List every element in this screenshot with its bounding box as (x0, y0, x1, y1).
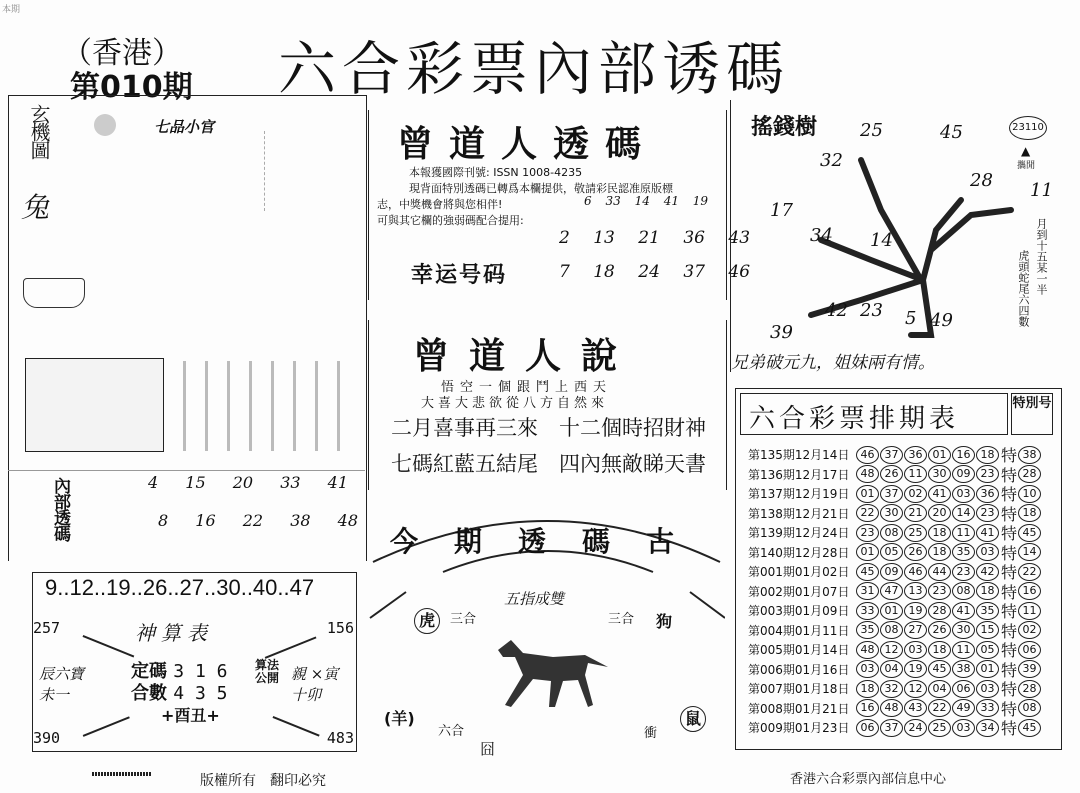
copyright: 版權所有 翻印必究 (200, 773, 326, 789)
number-ball: 30 (928, 465, 951, 483)
number-ball: 12 (880, 641, 903, 659)
number-ball: 04 (928, 680, 951, 698)
tree-number: 49 (930, 310, 953, 331)
number: 22 (242, 511, 264, 530)
special-ball: 39 (1018, 660, 1041, 678)
special-mark: 特 (1001, 524, 1018, 543)
number-ball: 28 (928, 602, 951, 620)
table-row (748, 699, 1042, 718)
special-ball: 02 (1018, 621, 1041, 639)
he-value: 4 3 5 (173, 683, 228, 704)
number: 41 (663, 194, 679, 208)
number-ball: 03 (952, 485, 975, 503)
issue-number: 第010期 (70, 70, 193, 105)
table-row (748, 679, 1042, 698)
tree-number: 23 (860, 300, 883, 321)
this-issue-section (368, 500, 725, 768)
issue-stamp: 23110 (1009, 116, 1047, 140)
row-label: 第001期01月02日 (748, 565, 850, 579)
number-ball: 23 (856, 524, 879, 542)
lucky-row-2 (559, 262, 750, 282)
left-sanhe: 三合 (450, 612, 477, 627)
number-ball: 03 (904, 641, 927, 659)
neibu-label: 內部透碼 (50, 477, 70, 541)
neibu-row-1 (148, 473, 348, 492)
number: 41 (327, 473, 348, 492)
poem-1: 悟空一個跟鬥上西天 (441, 380, 613, 395)
zeng-toma-section (368, 110, 751, 300)
desc-1: 現背面特別透碼已轉爲本欄提供，敬請彩民認准原版標 (409, 182, 673, 195)
number-ball: 20 (928, 504, 951, 522)
number-ball: 23 (952, 563, 975, 581)
special-ball: 06 (1018, 641, 1041, 659)
number-ball: 04 (880, 660, 903, 678)
ding-label: 定碼 (131, 661, 167, 682)
table-row (748, 504, 1042, 523)
special-mark: 特 (1001, 680, 1018, 699)
number-ball: 01 (856, 543, 879, 561)
number-ball: 01 (928, 446, 951, 464)
number-ball: 25 (928, 719, 951, 737)
number-ball: 41 (952, 602, 975, 620)
number-ball: 03 (952, 719, 975, 737)
number-ball: 38 (952, 660, 975, 678)
number-ball: 09 (952, 465, 975, 483)
number-ball: 19 (904, 602, 927, 620)
number-ball: 23 (976, 504, 999, 522)
logo-caption: 攜閒 (1017, 161, 1036, 171)
number-ball: 33 (976, 699, 999, 717)
arrow-tr (265, 636, 317, 658)
number: 36 (683, 228, 705, 248)
number: 48 (337, 511, 358, 530)
number-ball: 11 (952, 524, 975, 542)
special-ball: 28 (1018, 465, 1041, 483)
special-mark: 特 (1001, 563, 1018, 582)
special-mark: 特 (1001, 621, 1018, 641)
number-ball: 08 (952, 582, 975, 600)
tree-number: 25 (860, 120, 883, 141)
number: 14 (634, 194, 650, 208)
tree-number: 11 (1030, 180, 1053, 201)
number: 43 (728, 228, 751, 248)
number-ball: 46 (904, 563, 927, 581)
number-ball: 13 (904, 582, 927, 600)
handwritten-zodiac: 兔 (21, 191, 50, 224)
special-mark: 特 (1001, 660, 1018, 680)
number-ball: 26 (904, 543, 927, 561)
row-label: 第002期01月07日 (748, 584, 850, 599)
number-ball: 01 (976, 660, 999, 678)
table-row (748, 465, 1042, 484)
number-ball: 45 (856, 563, 879, 581)
tiger-badge: 虎 (414, 608, 440, 634)
special-ball: 18 (1018, 504, 1041, 522)
number-ball: 37 (880, 446, 903, 464)
number-ball: 27 (904, 621, 927, 639)
side-note-2: 虎頭蛇尾六四數 (1017, 250, 1030, 327)
right-note: 親 ×寅 十卯 (291, 665, 339, 704)
special-ball: 45 (1018, 719, 1041, 737)
special-header: 特別号 (1011, 393, 1053, 435)
number-ball: 03 (856, 660, 879, 678)
number-ball: 19 (904, 660, 927, 678)
lucky-label: 幸运号码 (411, 262, 508, 288)
number: 15 (185, 473, 206, 492)
zeng-says-section (368, 320, 727, 490)
number-ball: 05 (880, 543, 903, 561)
number-ball: 43 (904, 699, 927, 717)
arrow-br (273, 716, 320, 736)
number-ball: 18 (928, 524, 951, 542)
special-mark: 特 (1001, 699, 1018, 719)
page-title: 六合彩票內部诱碼 (278, 35, 791, 103)
ding-value: 3 1 6 (173, 661, 228, 682)
issn-line: 本報獲國際刊號: ISSN 1008-4235 (409, 166, 583, 179)
number-ball: 18 (976, 446, 999, 464)
number-ball: 01 (856, 485, 879, 503)
five-fingers-caption: 五指成雙 (504, 590, 565, 608)
row-label: 第006期01月16日 (748, 662, 850, 677)
sheep-label: 羊 (391, 709, 408, 728)
number-ball: 35 (976, 602, 999, 620)
row-label: 第008期01月21日 (748, 701, 850, 716)
table-row (748, 660, 1042, 679)
corner-tr: 156 (326, 619, 354, 637)
table-row (748, 601, 1042, 620)
neibu-row-2 (158, 511, 358, 530)
tree-number: 28 (970, 170, 993, 191)
number-ball: 30 (952, 621, 975, 639)
special-ball: 38 (1018, 446, 1041, 464)
tree-number: 5 (905, 308, 917, 329)
tree-number: 17 (770, 200, 793, 221)
number-ball: 14 (952, 504, 975, 522)
money-tree-title: 搖錢樹 (751, 114, 818, 140)
tree-number: 34 (810, 225, 833, 246)
number-ball: 45 (928, 660, 951, 678)
table-row (748, 640, 1042, 659)
number-ball: 35 (856, 621, 879, 639)
number-ball: 47 (880, 582, 903, 600)
shensuan-panel (32, 572, 357, 752)
arrow-bl (83, 716, 130, 736)
poem-2: 大喜大悲欲從八方自然來 (421, 396, 609, 411)
zeng-toma-title: 曾道人透碼 (397, 123, 658, 165)
sun-icon (94, 114, 116, 136)
number-ball: 37 (880, 485, 903, 503)
number: 33 (605, 194, 621, 208)
special-mark: 特 (1001, 641, 1018, 660)
number-ball: 01 (880, 602, 903, 620)
xuanji-label: 玄機圖 (27, 104, 51, 158)
number: 7 (559, 262, 570, 282)
number-ball: 33 (856, 602, 879, 620)
number-ball: 26 (880, 465, 903, 483)
number: 38 (290, 511, 311, 530)
stamp-char: 囧 (480, 740, 496, 758)
special-ball: 22 (1018, 563, 1041, 581)
number-ball: 18 (856, 680, 879, 698)
number-ball: 05 (976, 641, 999, 659)
this-issue-title: 今期透碼古 (390, 525, 711, 558)
table-row (748, 445, 1042, 464)
number-ball: 11 (904, 465, 927, 483)
corner-bl: 390 (33, 729, 61, 747)
number-ball: 42 (976, 563, 999, 581)
number-ball: 37 (880, 719, 903, 737)
number-ball: 08 (880, 524, 903, 542)
number-ball: 48 (880, 699, 903, 717)
zeng-says-title: 曾道人說 (413, 335, 638, 377)
special-ball: 28 (1018, 680, 1041, 698)
number-ball: 22 (928, 699, 951, 717)
special-mark: 特 (1001, 719, 1018, 738)
number-ball: 06 (856, 719, 879, 737)
he-label: 合數 (131, 683, 167, 704)
row-label: 第139期12月24日 (748, 526, 850, 540)
number-ball: 06 (952, 680, 975, 698)
number: 33 (280, 473, 301, 492)
special-ball: 10 (1018, 485, 1041, 503)
row-label: 第138期12月21日 (748, 506, 850, 521)
landscape-drawing (25, 358, 164, 452)
number-ball: 16 (952, 446, 975, 464)
shensuan-title: 神算表 (135, 621, 213, 645)
special-ball: 14 (1018, 543, 1041, 561)
number-ball: 32 (880, 680, 903, 698)
number: 20 (232, 473, 254, 492)
number-ball: 44 (928, 563, 951, 581)
corner-br: 483 (326, 729, 354, 747)
special-ball: 45 (1018, 524, 1041, 542)
number-ball: 25 (904, 524, 927, 542)
number: 24 (638, 262, 660, 282)
number-ball: 09 (880, 563, 903, 581)
tree-number: 32 (820, 150, 843, 171)
number-ball: 03 (976, 680, 999, 698)
left-note: 辰六寶 未一 (39, 665, 85, 704)
desc-2: 志，中獎機會將與您相伴! (377, 198, 503, 211)
tree-number: 42 (825, 300, 848, 321)
special-ball: 16 (1018, 582, 1041, 600)
tree-number: 39 (770, 322, 793, 343)
number-ball: 26 (928, 621, 951, 639)
number: 6 (584, 194, 592, 208)
tree-number: 45 (940, 122, 963, 143)
number-ball: 18 (928, 543, 951, 561)
number-ball: 23 (976, 465, 999, 483)
table-row (748, 582, 1042, 601)
arrow-tl (83, 635, 135, 657)
special-mark: 特 (1001, 543, 1018, 563)
special-mark: 特 (1001, 485, 1018, 504)
barcode-icon (92, 772, 152, 776)
line-2b: 四內無敵睇天書 (559, 452, 706, 476)
number-ball: 31 (856, 582, 879, 600)
special-mark: 特 (1001, 582, 1018, 602)
special-mark: 特 (1001, 602, 1018, 621)
number-ball: 36 (904, 446, 927, 464)
number-ball: 08 (880, 621, 903, 639)
rat-badge: 鼠 (680, 706, 706, 732)
table-row (748, 543, 1042, 562)
grass-drawing (264, 131, 355, 211)
row-label: 第136期12月17日 (748, 467, 850, 482)
table-row (748, 621, 1042, 640)
hand-top-numbers (584, 194, 708, 208)
triangle-logo-icon: ▲ (1021, 144, 1031, 158)
special-mark: 特 (1001, 446, 1018, 465)
corner-note: 本期 (2, 5, 21, 15)
right-sanhe: 三合 (608, 612, 635, 627)
special-mark: 特 (1001, 504, 1018, 524)
center-name: 香港六合彩票內部信息中心 (790, 772, 947, 787)
line-1a: 二月喜事再三來 (391, 416, 538, 440)
row-label: 第009期01月23日 (748, 721, 850, 735)
row-label: 第004期01月11日 (748, 623, 850, 638)
pots-drawing (23, 278, 85, 308)
neibu-section (8, 470, 365, 561)
number-ball: 48 (856, 465, 879, 483)
table-row (748, 484, 1042, 503)
side-label: 算法公開 (255, 658, 280, 685)
number: 19 (692, 194, 709, 208)
dog-badge: 狗 (655, 612, 672, 631)
table-row (748, 562, 1042, 581)
row-label: 第137期12月19日 (748, 487, 850, 501)
row-label: 第007期01月18日 (748, 682, 850, 696)
number-ball: 02 (904, 485, 927, 503)
desc-3: 可與其它欄的強弱碼配合提用: (377, 214, 524, 227)
special-mark: 特 (1001, 465, 1018, 485)
region-label: （香港） (62, 36, 182, 71)
number-ball: 18 (928, 641, 951, 659)
horse-icon (493, 635, 613, 715)
number: 16 (195, 511, 216, 530)
vertical-text-columns (169, 361, 354, 451)
number-ball: 34 (976, 719, 999, 737)
corner-tl: 257 (33, 619, 61, 637)
special-ball: 08 (1018, 699, 1041, 717)
number-ball: 03 (976, 543, 999, 561)
line-1b: 十二個時招財神 (559, 416, 706, 440)
bottom-note: 兄弟破元九，姐妹兩有情。 (731, 353, 935, 373)
row-label: 第140期12月28日 (748, 545, 850, 560)
table-row (748, 523, 1042, 542)
number-ball: 15 (976, 621, 999, 639)
numbers-line: 9..12..19..26..27..30..40..47 (45, 575, 315, 600)
number-ball: 41 (976, 524, 999, 542)
number-ball: 23 (928, 582, 951, 600)
number-ball: 41 (928, 485, 951, 503)
special-ball: 11 (1018, 602, 1041, 620)
row-label: 第135期12月14日 (748, 448, 850, 462)
row-label: 第005期01月14日 (748, 643, 850, 657)
number-ball: 48 (856, 641, 879, 659)
number-ball: 21 (904, 504, 927, 522)
number-ball: 12 (904, 680, 927, 698)
row-label: 第003期01月09日 (748, 604, 850, 618)
number-ball: 30 (880, 504, 903, 522)
number-ball: 36 (976, 485, 999, 503)
side-note-1: 月到十五某一半 (1035, 218, 1048, 295)
liuhe-label: 六合 (438, 724, 465, 739)
sheep-badge: (羊) (384, 709, 415, 728)
zodiac-line: +酉丑+ (161, 706, 220, 725)
number-ball: 11 (952, 641, 975, 659)
lucky-row-1 (559, 228, 750, 248)
number: 8 (158, 511, 169, 530)
number-ball: 22 (856, 504, 879, 522)
number: 46 (728, 262, 751, 282)
number: 13 (593, 228, 615, 248)
chong-label: 衝 (644, 726, 658, 741)
number: 18 (593, 262, 615, 282)
number-ball: 16 (856, 699, 879, 717)
number: 2 (559, 228, 570, 248)
tree-number: 14 (870, 230, 893, 251)
number: 21 (638, 228, 660, 248)
line-2a: 七碼紅藍五結尾 (391, 452, 538, 476)
schedule-title: 六合彩票排期表 (749, 404, 960, 434)
schedule-title-box (740, 393, 1008, 435)
picture-caption: 七品小官 (154, 118, 215, 136)
number-ball: 46 (856, 446, 879, 464)
number: 37 (683, 262, 705, 282)
number: 4 (148, 473, 159, 492)
number-ball: 49 (952, 699, 975, 717)
number-ball: 18 (976, 582, 999, 600)
table-row (748, 718, 1042, 737)
number-ball: 24 (904, 719, 927, 737)
number-ball: 35 (952, 543, 975, 561)
